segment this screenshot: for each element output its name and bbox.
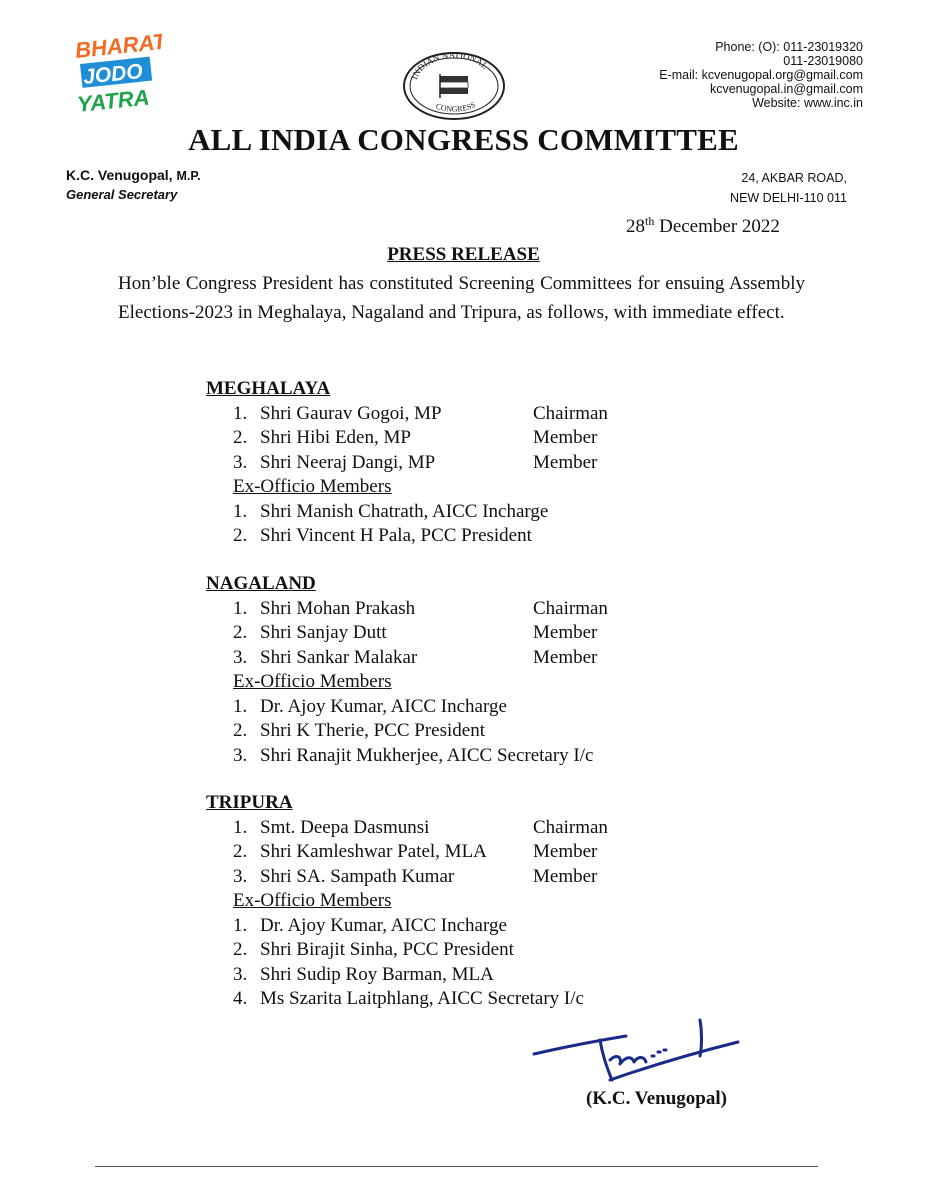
member-role: Member xyxy=(533,646,598,668)
ex-officio-heading: Ex-Officio Members xyxy=(233,671,392,692)
emblem-bottom-text: CONGRESS xyxy=(434,100,477,114)
bharat-jodo-yatra-logo xyxy=(72,30,162,122)
ex-officio-number: 1. xyxy=(233,914,248,936)
letterhead-title: ALL INDIA CONGRESS COMMITTEE xyxy=(188,122,739,157)
ex-officio-member: Dr. Ajoy Kumar, AICC Incharge xyxy=(260,695,507,717)
phone-line-1: Phone: (O): 011-23019320 xyxy=(715,40,863,54)
member-role: Chairman xyxy=(533,597,608,619)
ex-officio-number: 3. xyxy=(233,963,248,985)
state-heading: NAGALAND xyxy=(206,573,316,594)
ex-officio-member: Shri Vincent H Pala, PCC President xyxy=(260,525,532,546)
member-name: Shri Neeraj Dangi, MP xyxy=(260,451,436,473)
website-line: Website: www.inc.in xyxy=(752,96,863,110)
footer-rule xyxy=(95,1166,818,1167)
ex-officio-member: Dr. Ajoy Kumar, AICC Incharge xyxy=(260,914,507,936)
member-name: Shri Sankar Malakar xyxy=(260,646,418,668)
ex-officio-heading: Ex-Officio Members xyxy=(233,476,392,497)
member-number: 1. xyxy=(233,816,248,838)
ex-officio-member: Shri Birajit Sinha, PCC President xyxy=(260,939,514,960)
office-address xyxy=(587,168,847,208)
ex-officio-number: 2. xyxy=(233,720,248,741)
member-role: Chairman xyxy=(533,816,608,838)
email-line-2: kcvenugopal.in@gmail.com xyxy=(709,82,863,96)
ex-officio-number: 3. xyxy=(233,744,248,766)
member-name: Shri Mohan Prakash xyxy=(260,597,416,619)
member-name: Shri SA. Sampath Kumar xyxy=(260,865,455,887)
ex-officio-member: Shri Sudip Roy Barman, MLA xyxy=(260,963,494,985)
date-rest: December 2022 xyxy=(659,216,780,237)
address-line-2: NEW DELHI-110 011 xyxy=(730,191,847,205)
ex-officio-member: Shri Ranajit Mukherjee, AICC Secretary I/c xyxy=(260,744,594,766)
ex-officio-number: 2. xyxy=(233,525,248,546)
logo-line-3: YATRA xyxy=(75,84,151,117)
member-name: Shri Kamleshwar Patel, MLA xyxy=(260,841,487,862)
member-number: 2. xyxy=(233,841,248,862)
ex-officio-number: 1. xyxy=(233,695,248,717)
date-day: 28 xyxy=(626,216,645,237)
member-role: Member xyxy=(533,841,598,862)
member-role: Chairman xyxy=(533,402,608,424)
ex-officio-number: 1. xyxy=(233,500,248,522)
address-line-1: 24, AKBAR ROAD, xyxy=(741,171,847,185)
ex-officio-heading: Ex-Officio Members xyxy=(233,890,392,911)
member-number: 1. xyxy=(233,597,248,619)
date-suffix: th xyxy=(645,214,655,228)
member-number: 3. xyxy=(233,865,248,887)
member-number: 3. xyxy=(233,646,248,668)
state-heading: MEGHALAYA xyxy=(206,378,331,399)
phone-line-2: 011-23019080 xyxy=(783,54,863,68)
sender-suffix: M.P. xyxy=(176,169,201,183)
sender-name-text: K.C. Venugopal, xyxy=(66,167,173,183)
member-name: Shri Hibi Eden, MP xyxy=(260,427,411,448)
contact-details xyxy=(533,40,863,110)
congress-emblem-logo xyxy=(400,48,508,120)
press-release-heading: PRESS RELEASE xyxy=(387,244,540,265)
member-role: Member xyxy=(533,427,598,448)
sender-role: General Secretary xyxy=(66,187,178,202)
state-heading: TRIPURA xyxy=(206,792,293,813)
ex-officio-member: Shri Manish Chatrath, AICC Incharge xyxy=(260,500,549,522)
member-name: Smt. Deepa Dasmunsi xyxy=(260,816,430,838)
signature-image xyxy=(530,1010,745,1090)
intro-paragraph: Hon’ble Congress President has constituted Screening Committees for ensuing Assembly Elections-2023 in Meghalaya, Nagaland and Tripura, as follows, with immediate effect. xyxy=(118,273,805,323)
member-role: Member xyxy=(533,865,598,887)
member-number: 2. xyxy=(233,622,248,643)
ex-officio-member: Ms Szarita Laitphlang, AICC Secretary I/c xyxy=(260,988,584,1009)
member-role: Member xyxy=(533,451,598,473)
ex-officio-number: 4. xyxy=(233,988,248,1009)
document-date xyxy=(626,216,780,238)
signatory-name: (K.C. Venugopal) xyxy=(586,1088,727,1109)
member-number: 3. xyxy=(233,451,248,473)
member-name: Shri Gaurav Gogoi, MP xyxy=(260,402,442,424)
sender-name xyxy=(66,167,201,183)
logo-line-1: BHARAT xyxy=(73,30,162,63)
ex-officio-number: 2. xyxy=(233,939,248,960)
member-number: 2. xyxy=(233,427,248,448)
email-line-1: E-mail: kcvenugopal.org@gmail.com xyxy=(659,68,863,82)
member-role: Member xyxy=(533,622,598,643)
member-number: 1. xyxy=(233,402,248,424)
logo-line-2: JODO xyxy=(82,59,144,89)
member-name: Shri Sanjay Dutt xyxy=(260,622,387,643)
emblem-top-text: INDIAN NATIONAL xyxy=(409,49,491,81)
ex-officio-member: Shri K Therie, PCC President xyxy=(260,720,486,741)
